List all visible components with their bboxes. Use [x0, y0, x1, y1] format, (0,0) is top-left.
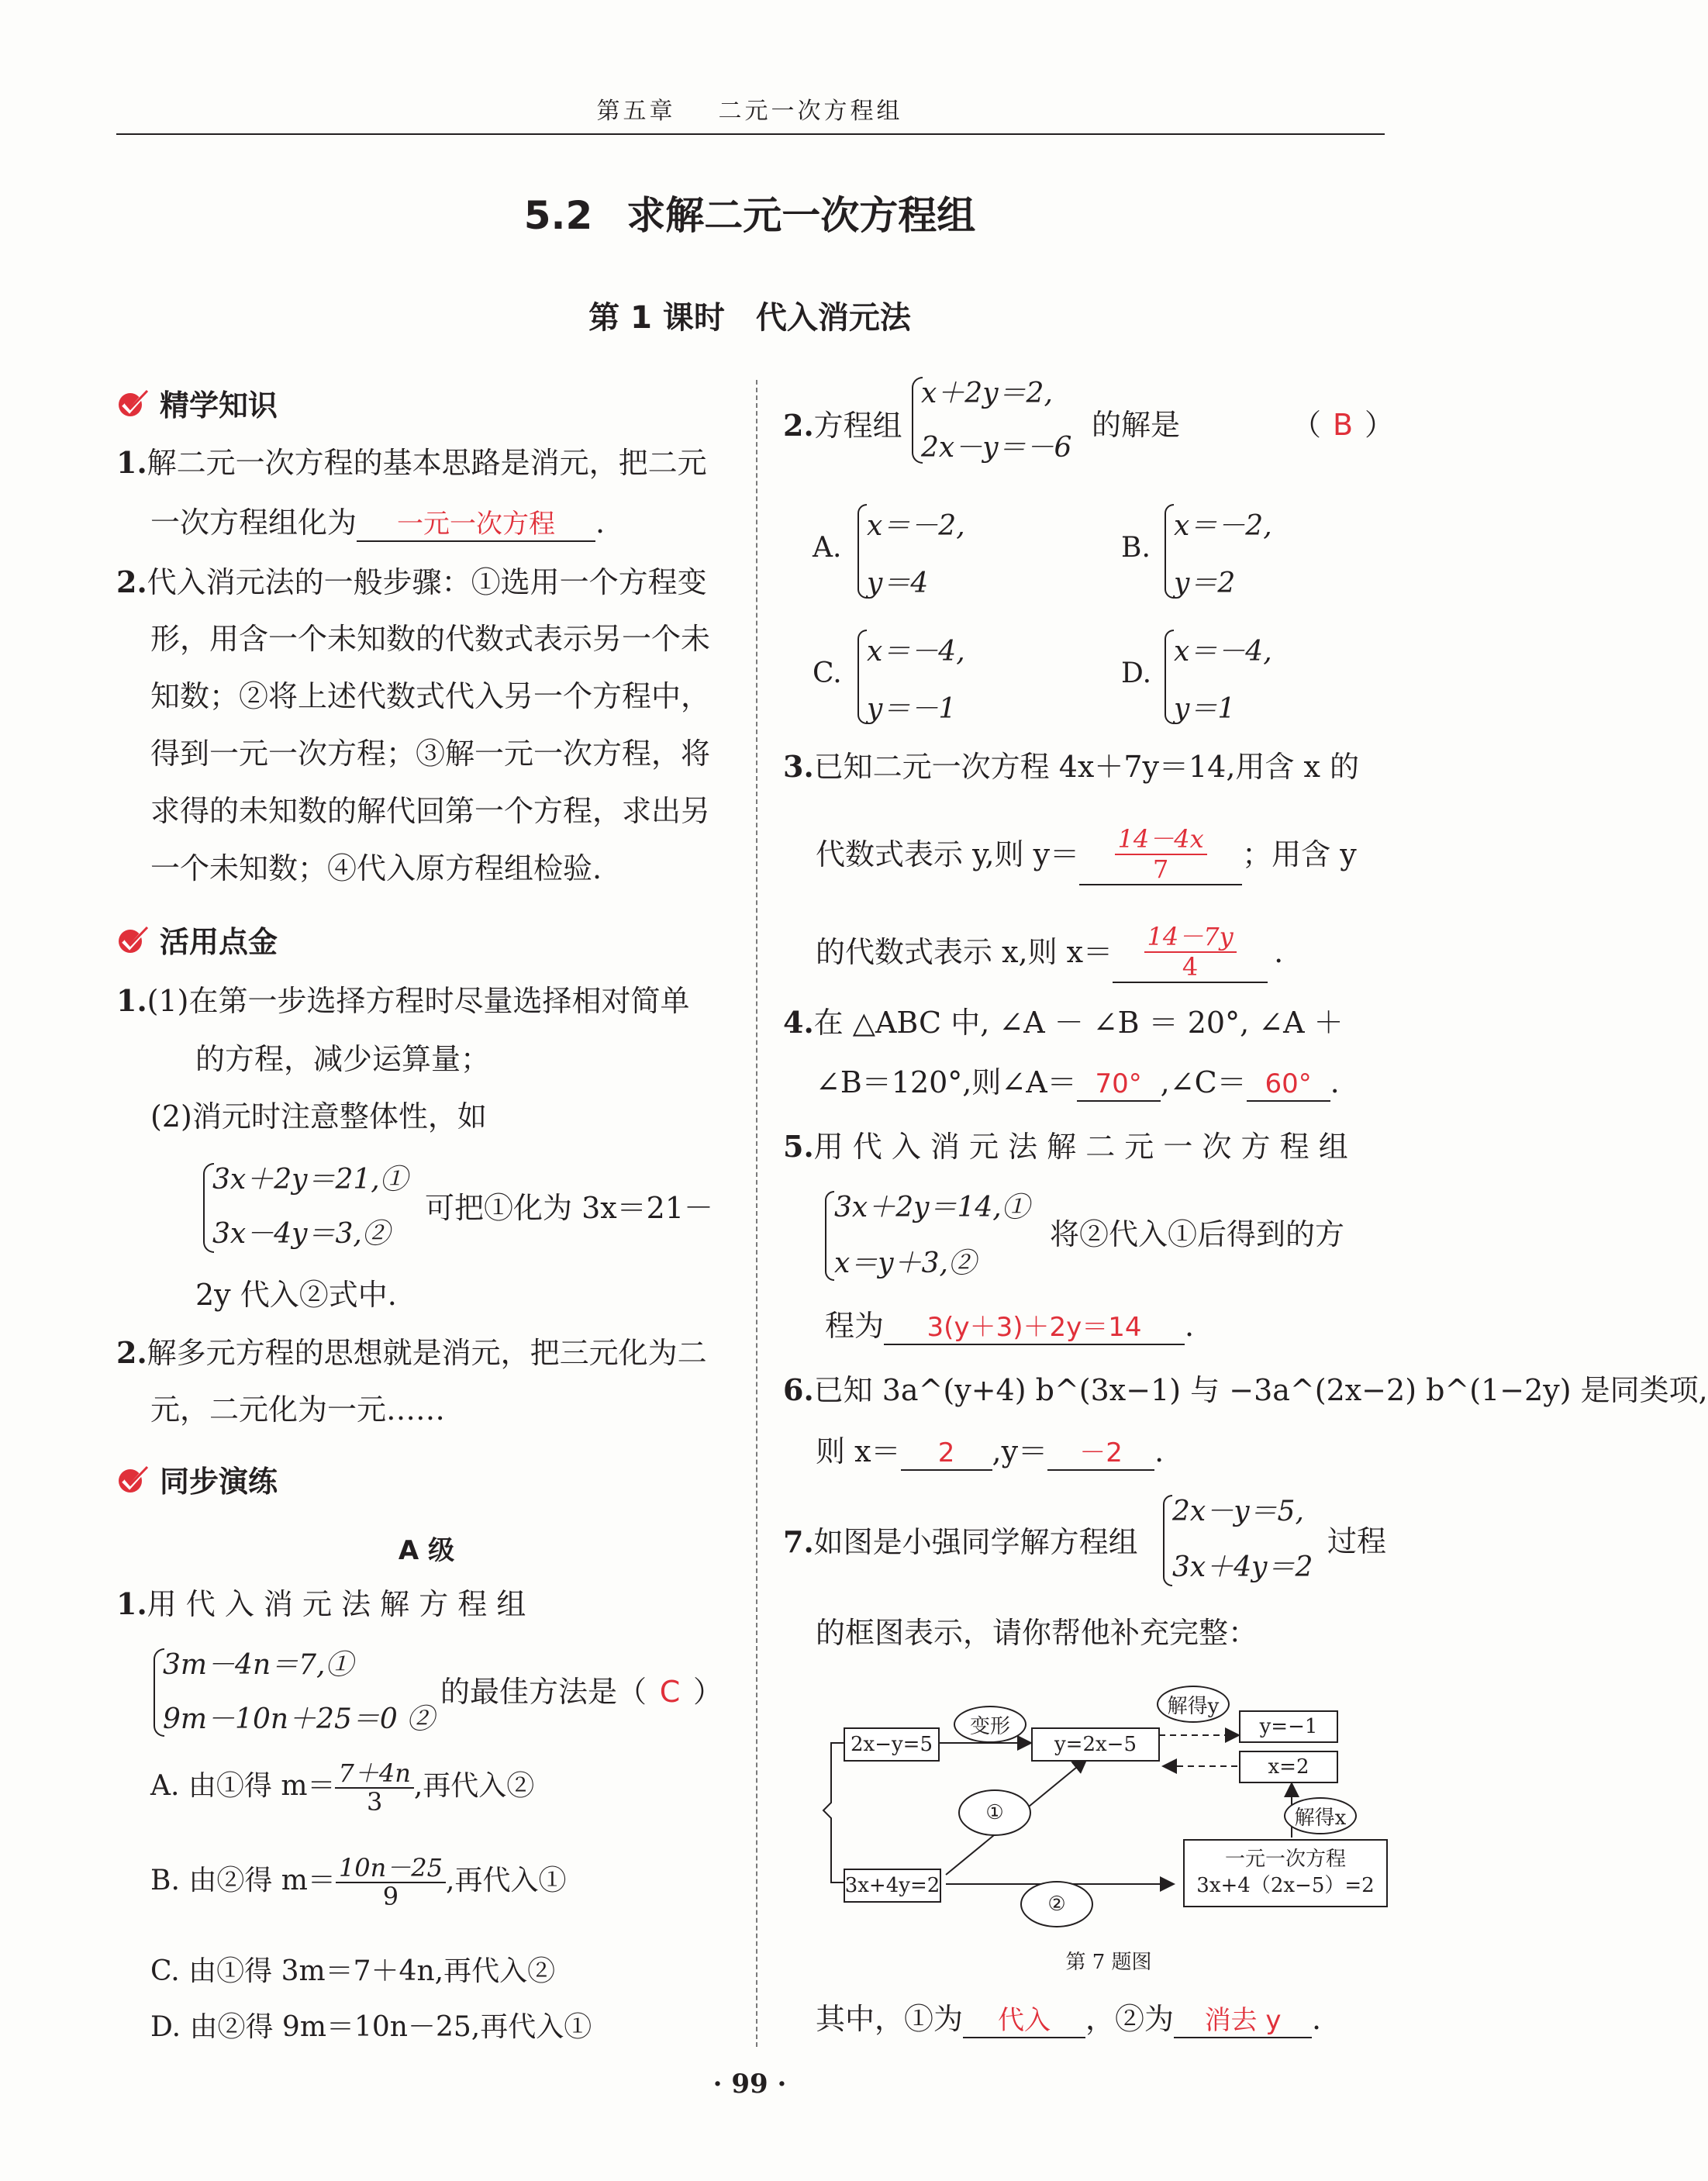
level-heading: A 级: [398, 1535, 455, 1566]
question-5: 5.用 代 入 消 元 法 解 二 元 一 次 方 程 组: [783, 1129, 1348, 1164]
page-title: 5.2 求解二元一次方程组: [523, 193, 976, 238]
question-2: 2.方程组: [783, 408, 902, 443]
equation: 3m－4n＝7,①: [163, 1649, 354, 1681]
header-rule: [116, 133, 1385, 135]
answer-blank: －2: [1047, 1437, 1154, 1471]
equation: y＝1: [1174, 693, 1236, 725]
flow-box-3: y=−1: [1239, 1710, 1338, 1743]
text-line: 知数；②将上述代数式代入另一个方程中，: [150, 679, 711, 713]
knowledge-item-1-line2: 一次方程组化为 一元一次方程 .: [150, 506, 605, 542]
answer-blank: 14－4x 7: [1079, 825, 1242, 885]
option-c: C. 由①得 3m＝7＋4n,再代入②: [150, 1955, 556, 1987]
equation: y＝2: [1174, 568, 1236, 599]
question-4: 4.在 △ABC 中, ∠A － ∠B ＝ 20°, ∠A ＋: [783, 1005, 1344, 1040]
flow-box-4: x=2: [1239, 1751, 1338, 1783]
option-d: D. 由②得 9m＝10n－25,再代入①: [150, 2011, 592, 2043]
tip-item-2: 2.解多元方程的思想就是消元，把三元化为二: [116, 1335, 707, 1370]
option-a: A. 由①得 m＝ $\frac{7+4n}{3}$ ,再代入②: [150, 1758, 535, 1817]
question-3: 3.已知二元一次方程 4x＋7y＝14,用含 x 的: [783, 749, 1360, 784]
section-heading-knowledge: [116, 381, 278, 424]
equation-brace: [1163, 1495, 1172, 1586]
lesson-title: 第 1 课时 代入消元法: [588, 300, 911, 336]
question-4-line2: ∠B＝120°,则∠A＝ 70° ,∠C＝ 60° .: [816, 1065, 1340, 1102]
equation: 2x－y＝5,: [1172, 1496, 1304, 1527]
figure-caption: 第 7 题图: [1065, 1951, 1152, 1974]
flow-oval-transform: 变形: [954, 1706, 1027, 1743]
answer-blank: 60°: [1247, 1068, 1330, 1102]
equation-brace: [1165, 630, 1174, 724]
flow-oval-solve-y: 解得y: [1157, 1686, 1230, 1723]
tip-item-1: 1.(1)在第一步选择方程时尽量选择相对简单: [116, 983, 690, 1018]
equation: y＝4: [867, 568, 929, 599]
answer-blank: 2: [901, 1437, 992, 1471]
flow-oval-step-2: ②: [1020, 1881, 1093, 1927]
option-b-label: B.: [1121, 532, 1151, 564]
flow-oval-step-1: ①: [958, 1789, 1031, 1836]
text-line: 求得的未知数的解代回第一个方程，求出另: [150, 794, 711, 828]
running-header: [0, 91, 1499, 126]
equation: x＝－2,: [867, 510, 965, 542]
text-line: 的框图表示，请你帮他补充完整：: [816, 1616, 1258, 1650]
equation-brace: [825, 1191, 834, 1281]
chapter-number: 第五章: [596, 98, 676, 125]
knowledge-item-1: 1.解二元一次方程的基本思路是消元，把二元: [116, 445, 707, 480]
answer-blank: 70°: [1077, 1068, 1161, 1102]
equation: 2x－y＝－6: [921, 432, 1072, 464]
chapter-title: 二元一次方程组: [718, 98, 903, 125]
option-c-label: C.: [813, 657, 842, 689]
flow-oval-solve-x: 解得x: [1284, 1797, 1357, 1834]
answer-blank: 一元一次方程: [357, 509, 595, 542]
equation: 3x＋2y＝14,①: [834, 1192, 1030, 1223]
text-line: 将②代入①后得到的方: [1050, 1217, 1345, 1251]
equation: 9m－10n＋25＝0 ②: [163, 1703, 435, 1735]
section-heading-practice: [116, 1458, 278, 1500]
question-6-line2: 则 x＝ 2 ,y＝ －2 .: [816, 1434, 1164, 1471]
option-a-label: A.: [813, 532, 842, 564]
question-1-tail: 的最佳方法是（ C ）: [440, 1675, 723, 1709]
question-3-line2: 代数式表示 y,则 y＝ 14－4x 7 ；用含 y: [816, 824, 1357, 884]
text-line: (2)消元时注意整体性，如: [150, 1099, 487, 1134]
question-1: 1.用 代 入 消 元 法 解 方 程 组: [116, 1586, 526, 1621]
equation: x＝－4,: [867, 636, 965, 668]
text-line: 的解是: [1092, 408, 1181, 442]
equation: 3x＋2y＝21,①: [212, 1164, 408, 1196]
equation: 3x－4y＝3,②: [212, 1218, 390, 1250]
answer-blank: 3(y＋3)＋2y＝14: [884, 1312, 1185, 1345]
answer-choice: C: [659, 1675, 681, 1709]
text-line: 得到一元一次方程；③解一元一次方程，将: [150, 737, 711, 771]
equation: x＝y＋3,②: [834, 1248, 976, 1279]
question-7-line3: 其中，①为 代入 ，②为 消去 y .: [816, 2002, 1321, 2038]
page-number: · 99 ·: [713, 2069, 787, 2100]
column-divider: [756, 380, 757, 2047]
section-title: 精学知识: [160, 388, 278, 423]
equation: y＝－1: [867, 693, 957, 725]
flow-box-5: 3x+4y=2: [844, 1869, 941, 1903]
text-line: 一个未知数；④代入原方程组检验.: [150, 851, 602, 885]
knowledge-item-2: 2.代入消元法的一般步骤：①选用一个方程变: [116, 564, 707, 599]
text-line: 2y 代入②式中.: [195, 1278, 397, 1312]
flow-box-6: 一元一次方程 3x+4（2x−5）=2: [1183, 1839, 1388, 1907]
flow-box-1: 2x−y=5: [844, 1727, 940, 1762]
section-title: 同步演练: [160, 1465, 278, 1499]
equation: x＋2y＝2,: [921, 378, 1053, 409]
question-5-line3: 程为 3(y＋3)＋2y＝14 .: [825, 1309, 1194, 1345]
question-7: 7.如图是小强同学解方程组: [783, 1524, 1138, 1559]
equation: x＝－2,: [1174, 510, 1272, 542]
check-icon: [116, 1462, 152, 1496]
text-line: 形，用含一个未知数的代数式表示另一个未: [150, 622, 711, 656]
question-6: 6.已知 3a^(y+4) b^(3x−1) 与 −3a^(2x−2) b^(1−2y) 是同类项,: [783, 1372, 1708, 1407]
check-icon: [116, 386, 152, 420]
equation: x＝－4,: [1174, 636, 1272, 668]
option-b: B. 由②得 m＝ $\frac{10n-25}{9}$ ,再代入①: [150, 1853, 567, 1912]
equation: 3x＋4y＝2: [1172, 1551, 1313, 1583]
question-3-line3: 的代数式表示 x,则 x＝ 14－7y 4 .: [816, 922, 1284, 982]
equation-brace: [857, 630, 867, 724]
answer-blank: 代入: [963, 2005, 1085, 2038]
section-heading-tips: [116, 918, 278, 961]
text-line: 可把①化为 3x＝21－: [425, 1191, 714, 1225]
equation-brace: [857, 504, 867, 599]
text-line: 过程: [1327, 1524, 1387, 1558]
equation-brace: [1165, 504, 1174, 599]
section-title: 活用点金: [160, 925, 278, 959]
check-icon: [116, 923, 152, 957]
answer-blank: 14－7y 4: [1113, 923, 1268, 983]
option-d-label: D.: [1121, 657, 1152, 689]
answer-blank: 消去 y: [1174, 2005, 1312, 2038]
text-line: 元，二元化为一元……: [150, 1392, 446, 1427]
text-line: 的方程，减少运算量；: [195, 1042, 491, 1076]
flow-box-2: y=2x−5: [1031, 1727, 1160, 1762]
answer-paren: （ B ）: [1292, 408, 1395, 442]
